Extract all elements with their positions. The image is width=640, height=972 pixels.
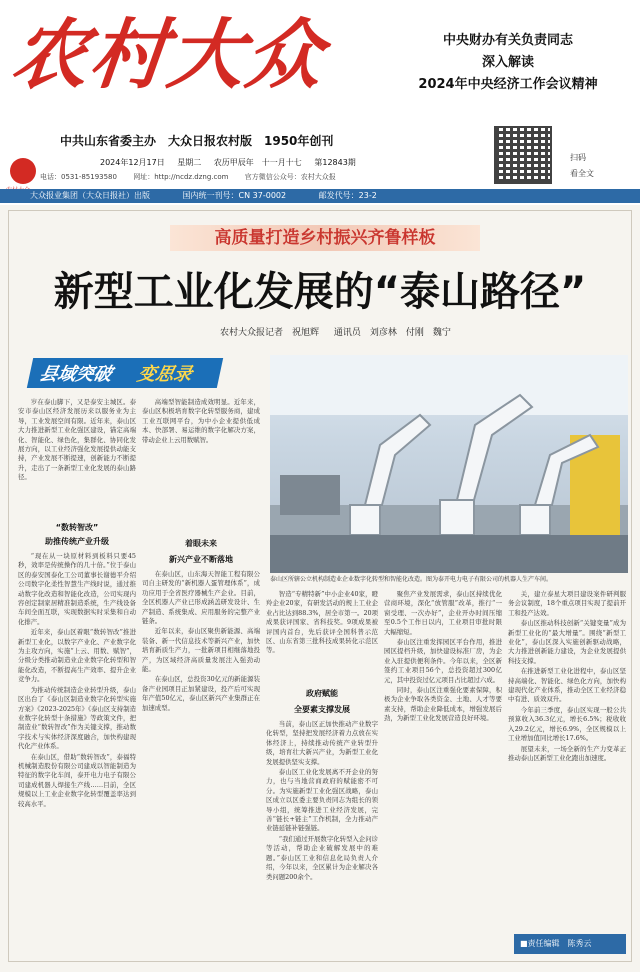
paragraph: 聚焦产业发展需求，泰山区持续优化营商环境，深化“放管服”改革，推行“一窗受理、一次办好”，企业开办时间压缩至0.5个工作日以内，工业项目审批时限大幅缩短。 bbox=[384, 590, 502, 636]
column-tag-sub: 变思录 bbox=[135, 364, 194, 385]
paragraph: 在泰山区，山东海天智能工程有限公司自主研发的“新机器人蛋管理体系”，成功应用于全省医疗器械生产企业。目前，全区机器人产业已形成涵盖研发设计、生产制造、系统集成、应用服务的完整产业链条。 bbox=[142, 570, 260, 626]
article-column bbox=[142, 570, 260, 957]
promo-line: 2024年中央经济工作会议精神 bbox=[418, 77, 598, 92]
article-column bbox=[18, 552, 136, 957]
paragraph: 在泰山区，借助“数转智改”，泰福特机械制造股份有限公司建成以智能制造为特征的数字化车间，泰开电力电子有限公司建成机器人焊接生产线……目前，全区规模以上工业企业数字化转型覆盖率达到较高水平。 bbox=[18, 752, 136, 808]
qr-caption-line: 看全文 bbox=[570, 169, 594, 178]
article-column bbox=[384, 590, 502, 957]
headline[interactable]: 新型工业化发展的“泰山路径” bbox=[53, 269, 587, 315]
paragraph: 岁在泰山脚下，又是泰安主城区。泰安市泰山区经济发展历来以服务业为主导，工业发展空间有限。近年来，泰山区大力推进新型工业化强区建设，锚定高端化、智能化、绿色化，集群化、协同化发展方向，以工业经济强化发展提供动能支持，产业发展不断提速，创新能力不断提升，走出了一条新型工业化发展的泰山路径。 bbox=[18, 398, 136, 482]
column-tag bbox=[27, 358, 223, 388]
newspaper-logo: 农村大众 bbox=[7, 10, 329, 99]
paragraph: 智造“专精特新”中小企业40家，瞪羚企业20家，有研发活动的规上工业企业占比达到88.3%，居全市第一。20项成果获评国家、省科技奖。9项成果被评国内首台，先后获评全国科普示范区、山东省第三批科技成果转化示范区等。 bbox=[266, 590, 378, 655]
publisher-bar bbox=[0, 189, 640, 203]
postal-code: 邮发代号：23-2 bbox=[318, 191, 377, 200]
byline-reporter: 农村大众报记者 祝旭辉 bbox=[220, 328, 320, 338]
article-column bbox=[266, 720, 378, 957]
publisher-logo-icon bbox=[10, 158, 36, 184]
factory-robot-photo[interactable] bbox=[270, 355, 628, 573]
paragraph: 同时，泰山区注重强化要素保障，积极为企业争取各类资金、土地、人才等要素支持，帮助企业降低成本，增强发展后劲，为新型工业化发展营造良好环境。 bbox=[384, 686, 502, 723]
subheading: 着眼未来 bbox=[185, 539, 217, 548]
article-column bbox=[508, 590, 626, 930]
responsible-editor: ■责任编辑 陈秀云 bbox=[514, 934, 626, 954]
contact-row bbox=[40, 172, 350, 182]
issue-number: 第12843期 bbox=[314, 158, 356, 167]
promo-line: 深入解读 bbox=[481, 55, 534, 70]
paragraph: 为推动传统制造企业转型升级，泰山区出台了《泰山区制造业数字化转型实施方案》《2023-2025年》《泰山区支持制造业数字化转型十条措施》等政策文件，把制造业“数转智改”作为关键支撑，推动数字技术与实体经济深度融合，加快构建现代化产业体系。 bbox=[18, 685, 136, 751]
article-column bbox=[266, 590, 378, 686]
robot-arms-illustration bbox=[270, 355, 628, 573]
paragraph: 在推进新型工业化进程中，泰山区坚持高端化、智能化、绿色化方向，加快构建现代化产业体系，推动全区工业经济稳中有进、质效双升。 bbox=[508, 667, 626, 704]
masthead bbox=[0, 0, 640, 205]
website: 网址：http://ncdz.dzng.com bbox=[133, 173, 229, 181]
paragraph: 高端型智能制造成效明显。近年来，泰山区积极培育数字化转型服务商，建成工业互联网平台，为中小企业提供低成本、快部署、易运维的数字化解决方案，带动企业上云用数赋智。 bbox=[142, 398, 260, 444]
column-tag-main: 县域突破 bbox=[37, 364, 114, 385]
issue-date: 2024年12月17日 bbox=[100, 158, 165, 167]
subheading: 新兴产业不断落地 bbox=[169, 555, 233, 564]
sponsor-line: 中共山东省委主办 大众日报农村版 1950年创刊 bbox=[60, 134, 334, 148]
paragraph: 近年来，泰山区着眼“数转智改”推进新型工业化，以数字产业化、产业数字化为主攻方向，实施“上云、用数、赋智”，分级分类推动制造业企业数字化转型和智能化改造，不断提高生产效率、提升企业竞争力。 bbox=[18, 628, 136, 684]
serial-number: 国内统一刊号：CN 37-0002 bbox=[182, 191, 287, 200]
qr-caption bbox=[570, 150, 594, 182]
promo-line: 中央财办有关负责同志 bbox=[442, 33, 573, 48]
issue-weekday: 星期二 bbox=[177, 158, 202, 167]
paragraph: 泰山区注重发挥园区平台作用，推进园区提档升级，加快建设标准厂房，为企业入驻提供便利条件。今年以来，全区新签约工业项目56个，总投资超过300亿元，其中投资过亿元项目占比超过六成。 bbox=[384, 638, 502, 684]
lunar-date: 农历甲辰年 十一月十七 bbox=[213, 158, 302, 167]
paragraph: 泰山区工业化发展离不开企业的努力，也与当地营商政府的赋能密不可分。为实施新型工业化强区战略，泰山区成立以区委主要负责同志为组长的领导小组，统筹推进工业经济发展，完善“链长+链主”工作机制，全力推动产业链延链补链强链。 bbox=[266, 768, 378, 833]
paragraph: 当前，泰山区正加快推动产业数字化转型，坚持把发展经济着力点放在实体经济上，持续推动传统产业转型升级，培育壮大新兴产业，为新型工业化发展提供坚实支撑。 bbox=[266, 720, 378, 766]
qr-code-icon[interactable] bbox=[494, 126, 552, 184]
subheading: 助推传统产业升级 bbox=[45, 537, 109, 546]
qr-caption-line: 扫码 bbox=[570, 153, 586, 162]
paragraph: 在泰山区，总投资30亿元的新能源装备产业园项目正加紧建设，投产后可实现年产值50亿元，泰山区新兴产业集群正在加速成型。 bbox=[142, 675, 260, 712]
byline bbox=[220, 325, 463, 338]
paragraph: 关，建立泰星大项目建设案件研判服务会议制度，18个重点项目实现了提前开工和投产达效。 bbox=[508, 590, 626, 617]
subheading: “数转智改” bbox=[55, 523, 99, 532]
date-row bbox=[100, 157, 366, 168]
telephone: 电话：0531-85193580 bbox=[40, 173, 117, 181]
paragraph: 近年以来，泰山区聚焦新能源、高端装备、新一代信息技术等新兴产业，加快培育新质生产力，一批新项目相继落地投产，为区域经济高质量发展注入强劲动能。 bbox=[142, 627, 260, 674]
article-column bbox=[18, 398, 136, 518]
paragraph: 今年前三季度，泰山区实现一般公共预算收入36.3亿元，增长6.5%；税收收入29.2亿元，增长6.9%，全区规模以上工业增加值同比增长17.6%。 bbox=[508, 705, 626, 743]
wechat-account: 官方微信公众号：农村大众报 bbox=[244, 173, 336, 181]
paragraph: “现在从一块原材料到板料只要45秒，效率是传统操作的几十倍。”位于泰山区的泰安国泰化工公司董事长谢德平介绍公司数字化柔性智慧生产线时说，通过推动数字化改造和智能化改造，公司实现内容创定制家居精准制造系统，生产线设备车间全面互联，实现数据实时采集和自动化排产。 bbox=[18, 552, 136, 626]
byline-correspondents: 通讯员 刘彦林 付刚 魏宁 bbox=[333, 328, 451, 338]
article-column bbox=[142, 398, 260, 518]
subheading: 全要素支撑发展 bbox=[294, 705, 350, 714]
publisher-name: 大众报业集团（大众日报社）出版 bbox=[30, 191, 150, 200]
promo-box[interactable] bbox=[384, 30, 632, 96]
subheading: 政府赋能 bbox=[306, 689, 338, 698]
photo-caption: 泰山区所辖公立机构制造业企业数字化转型和智能化改造。图为泰开电力电子有限公司的机器人生产车间。 bbox=[270, 576, 553, 583]
paragraph: 展望未来，一场全新的生产力变革正推动泰山区新型工业化跑出加速度。 bbox=[508, 744, 626, 762]
paragraph: “我们通过开展数字化转型入企问诊等活动，帮助企业破解发展中的难题。”泰山区工业和信息化局负责人介绍，今年以来，全区累计为企业解决各类问题200余个。 bbox=[266, 834, 378, 881]
paragraph: 泰山区推动科技创新“关键变量”成为新型工业化的“最大增量”。围绕“新型工业化”，泰山区深入实施创新驱动战略，大力推进创新能力建设，为企业发展提供科技支撑。 bbox=[508, 619, 626, 665]
topic-banner: 高质量打造乡村振兴齐鲁样板 bbox=[170, 225, 480, 251]
